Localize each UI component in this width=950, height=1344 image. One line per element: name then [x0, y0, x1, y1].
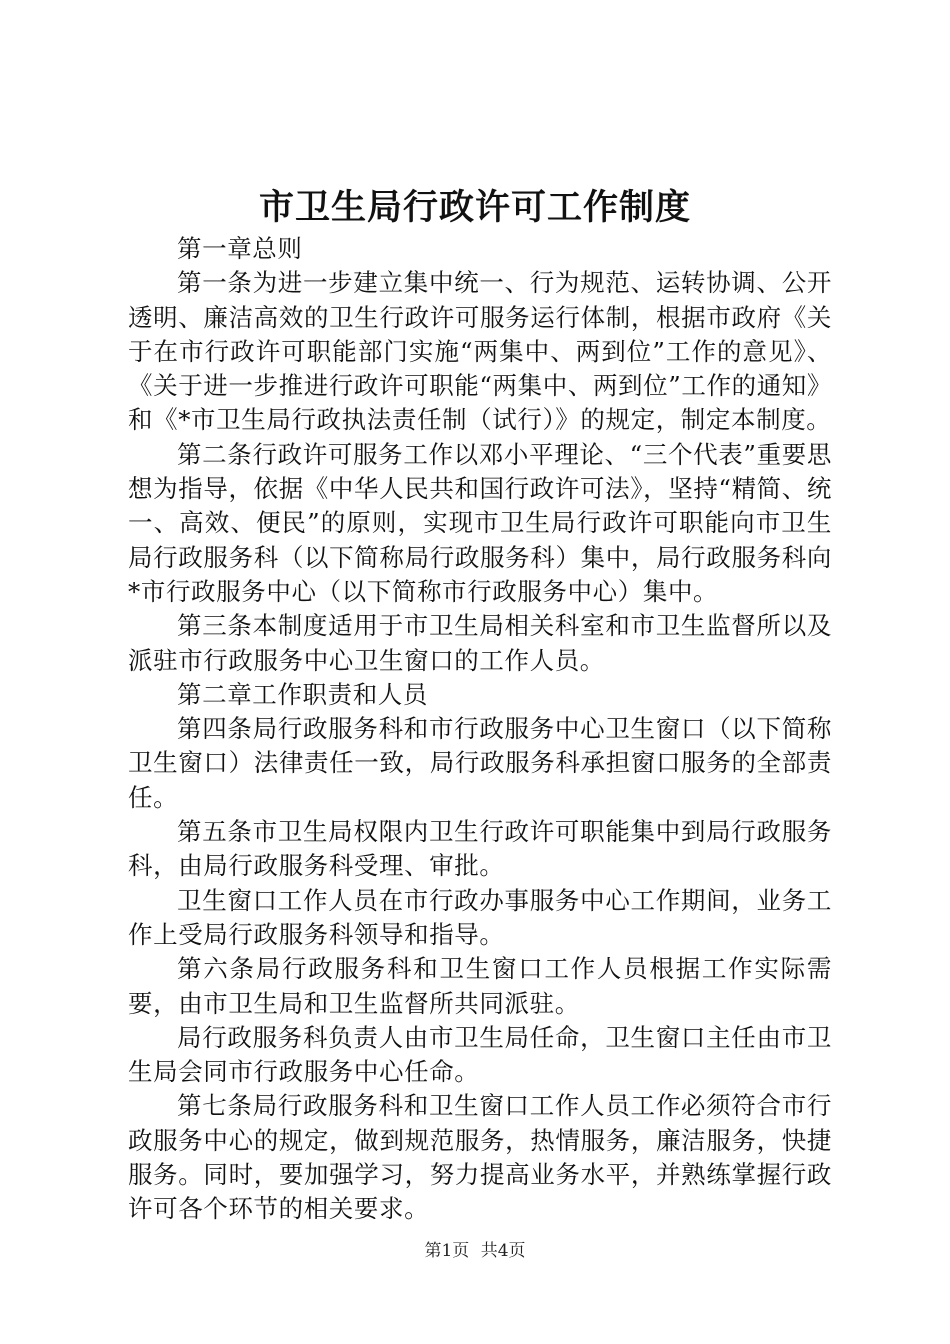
chapter-heading: 第一章总则 — [177, 234, 303, 263]
page-number: 第1页 — [424, 1241, 470, 1261]
article-paragraph: 第三条本制度适用于市卫生局相关科室和市卫生监督所以及派驻市行政服务中心卫生窗口的工作人员。 — [128, 611, 832, 675]
page-footer — [0, 1240, 950, 1262]
document-title: 市卫生局行政许可工作制度 — [258, 187, 691, 228]
document-body — [128, 232, 832, 1227]
article-paragraph: 第四条局行政服务科和市行政服务中心卫生窗口（以下简称卫生窗口）法律责任一致，局行政服务科承担窗口服务的全部责任。 — [128, 714, 832, 812]
page-total: 共4页 — [480, 1241, 526, 1261]
article-paragraph: 第五条市卫生局权限内卫生行政许可职能集中到局行政服务科，由局行政服务科受理、审批。 — [128, 817, 832, 881]
article-paragraph: 第二条行政许可服务工作以邓小平理论、“三个代表”重要思想为指导，依据《中华人民共和国行政许可法》，坚持“精简、统一、高效、便民”的原则，实现市卫生局行政许可职能向市卫生局行政服务科（以下简称局行政服务科）集中，局行政服务科向*市行政服务中心（以下简称市行政服务中心）集中。 — [128, 439, 832, 606]
article-paragraph: 第七条局行政服务科和卫生窗口工作人员工作必须符合市行政服务中心的规定，做到规范服务，热情服务，廉洁服务，快捷服务。同时，要加强学习，努力提高业务水平，并熟练掌握行政许可各个环节的相关要求。 — [128, 1091, 832, 1224]
article-paragraph: 卫生窗口工作人员在市行政办事服务中心工作期间，业务工作上受局行政服务科领导和指导。 — [128, 885, 832, 949]
article-paragraph: 第六条局行政服务科和卫生窗口工作人员根据工作实际需要，由市卫生局和卫生监督所共同派驻。 — [128, 954, 832, 1018]
article-paragraph: 局行政服务科负责人由市卫生局任命，卫生窗口主任由市卫生局会同市行政服务中心任命。 — [128, 1022, 832, 1087]
article-paragraph: 第一条为进一步建立集中统一、行为规范、运转协调、公开透明、廉洁高效的卫生行政许可服务运行体制，根据市政府《关于在市行政许可职能部门实施“两集中、两到位”工作的意见》、《关于进一步推进行政许可职能“两集中、两到位”工作的通知》和《*市卫生局行政执法责任制（试行）》的规定，制定本制度。 — [128, 268, 832, 435]
chapter-heading: 第二章工作职责和人员 — [177, 679, 428, 709]
